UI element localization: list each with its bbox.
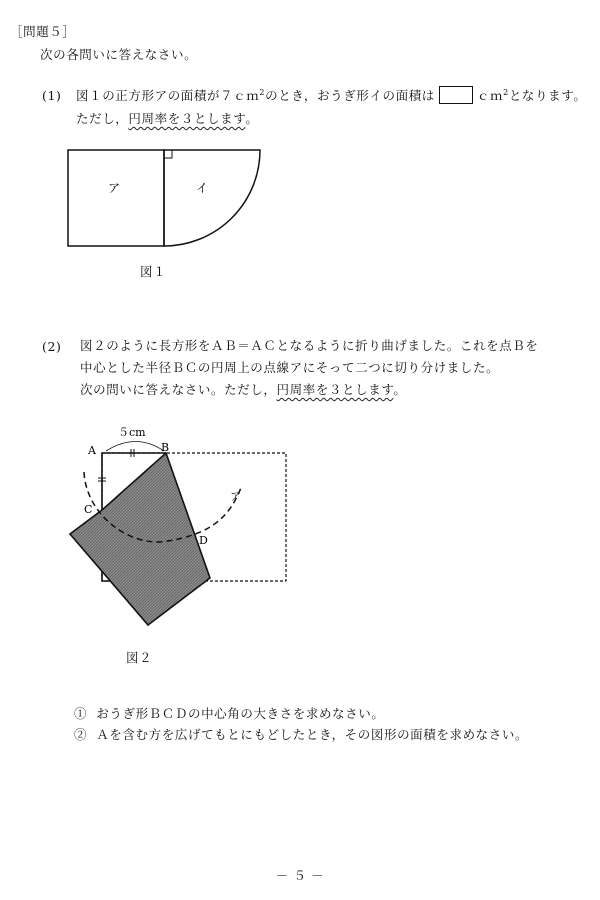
- right-angle-mark: [164, 150, 172, 158]
- q1-line2-before: ただし，: [76, 111, 129, 126]
- q1-line1-after: となります。: [508, 88, 587, 103]
- sub-question-1-text: おうぎ形ＢＣＤの中心角の大きさを求めなさい。: [96, 706, 385, 721]
- q2-number: (2): [42, 339, 62, 354]
- point-d-label: D: [199, 534, 208, 547]
- q1-line1-mid: のとき，おうぎ形イの面積は: [265, 88, 435, 103]
- q2-line3-after: 。: [393, 382, 407, 397]
- length-arc: [106, 442, 164, 452]
- point-c-label: C: [84, 503, 93, 516]
- q1-sup1: 2: [259, 87, 266, 97]
- q2-line2: 中心とした半径ＢＣの円周上の点線アにそって二つに切り分けました。: [80, 360, 500, 375]
- sub-question-2-text: Ａを含む方を広げてもとにもどしたとき，その図形の面積を求めなさい。: [96, 727, 529, 742]
- point-b-label: B: [161, 441, 170, 454]
- label-a: ア: [107, 181, 121, 195]
- q1-line2-after: 。: [245, 111, 259, 126]
- problem-label: ［問題５］: [10, 24, 76, 39]
- q2-line1: 図２のように長方形をＡＢ＝ＡＣとなるように折り曲げました。これを点Ｂを: [80, 338, 539, 353]
- q1-sup2: 2: [503, 87, 509, 97]
- figure-2-caption: 図２: [126, 650, 153, 665]
- q1-number: (1): [42, 88, 62, 103]
- q2-line3: [80, 380, 407, 398]
- instruction-text: 次の各問いに答えなさい。: [40, 47, 198, 62]
- figure-2: [60, 420, 310, 630]
- sub-question-2-marker: ②: [74, 727, 88, 742]
- q1-line1-before: 図１の正方形アの面積が７ｃｍ: [76, 88, 260, 103]
- q2-line3-before: 次の問いに答えなさい。ただし，: [80, 382, 277, 397]
- page-number: － ５ －: [275, 868, 325, 883]
- answer-box[interactable]: [439, 86, 473, 104]
- sector-i: [164, 150, 260, 246]
- figure-1-caption: 図１: [140, 264, 167, 279]
- sub-question-1-marker: ①: [74, 706, 88, 721]
- q1-line2-wavy: 円周率を３とします: [128, 111, 246, 126]
- arc-label: ア: [230, 490, 241, 503]
- q1-unit: ｃｍ: [476, 88, 504, 103]
- q2-line3-wavy: 円周率を３とします: [276, 382, 394, 397]
- length-label: ５cm: [118, 426, 146, 439]
- q1-line2: [76, 109, 258, 127]
- label-i: イ: [195, 181, 209, 195]
- q1-line1: [76, 86, 586, 104]
- figure-1: [60, 140, 270, 260]
- point-a-label: A: [88, 444, 96, 457]
- square-a: [68, 150, 164, 246]
- sub-question-1: [74, 704, 384, 722]
- sub-question-2: [74, 725, 528, 743]
